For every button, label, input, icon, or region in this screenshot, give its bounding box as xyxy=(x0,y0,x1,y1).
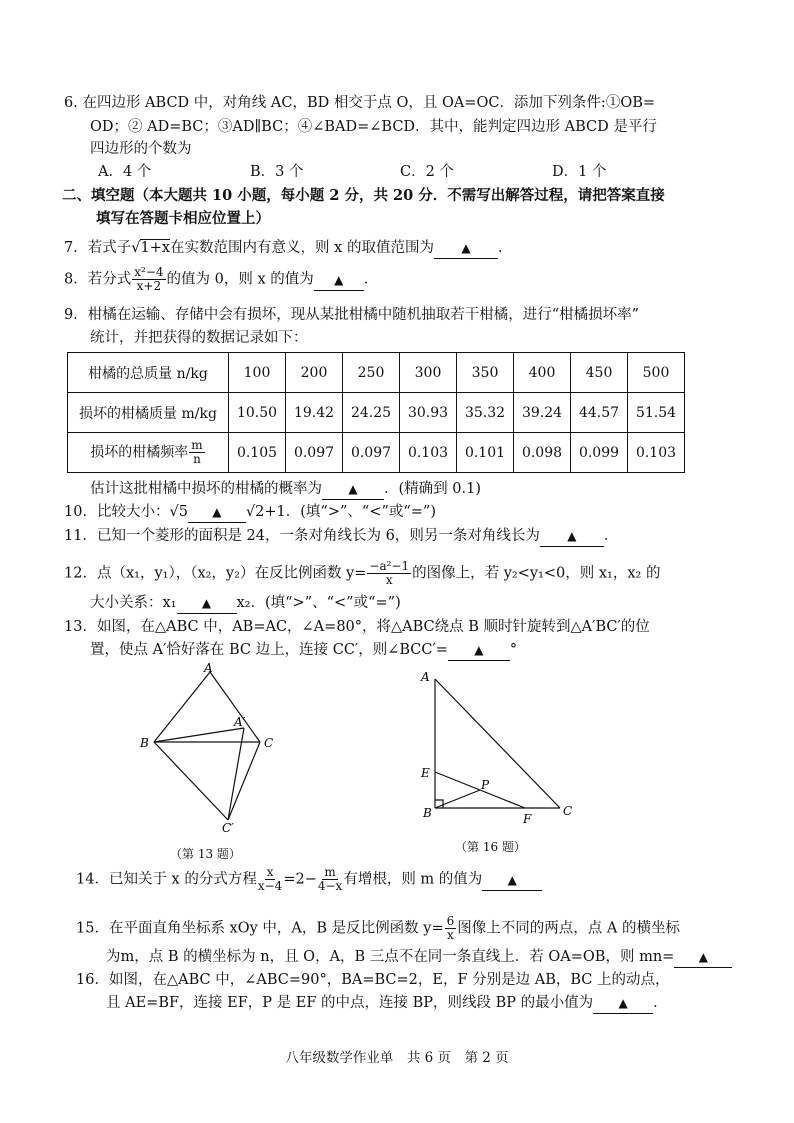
fig13-label-b: B xyxy=(140,736,149,750)
q12-line1: 12．点（x₁，y₁），（x₂，y₂）在反比例函数 y= $\frac{\text{−a²−1}}{x}$ 的图像上，若 y₂<y₁<0，则 x₁，x₂ 的 xyxy=(64,559,661,587)
fig16-label-e: E xyxy=(421,766,430,780)
q15-line2: 为m，点 B 的横坐标为 n，且 O，A，B 三点不在同一条直线上．若 OA=OB，则 mn= ▲ xyxy=(106,947,732,968)
fig16-label-p: P xyxy=(481,778,490,792)
q8: 8．若分式 $\frac{\text{x²−4}}{x+2}$ 的值为 0，则 x 的值为 ▲ ． xyxy=(64,265,379,293)
q6-option-c: C．2 个 xyxy=(400,164,454,180)
q9-line1: 9．柑橘在运输、存储中会有损坏，现从某批柑橘中随机抽取若干柑橘，进行“柑橘损坏率” xyxy=(64,307,640,323)
fig16-label-c: C xyxy=(563,804,573,818)
fig13-label-a-prime: A′ xyxy=(234,715,246,729)
q6-option-a: A．4 个 xyxy=(98,164,152,180)
table-row: 柑橘的总质量 n/kg 100 200 250 300 350 400 450 500 xyxy=(68,353,685,393)
q6-line3: 四边形的个数为 xyxy=(90,141,192,157)
q13-line1: 13．如图，在△ABC 中，AB=AC，∠A=80°，将△ABC绕点 B 顺时针旋转到△A′BC′的位 xyxy=(64,619,650,635)
row-header: 损坏的柑橘质量 m/kg xyxy=(68,393,229,433)
fig13-label-a: A xyxy=(204,661,213,675)
figure-16 xyxy=(415,665,585,830)
table-row: 损坏的柑橘质量 m/kg 10.50 19.42 24.25 30.93 35.32 39.24 44.57 51.54 xyxy=(68,393,685,433)
q9-line2: 统计，并把获得的数据记录如下： xyxy=(90,330,308,346)
q9-data-table xyxy=(67,352,685,473)
table-row: 损坏的柑橘频率 $\frac{m}{n}$ 0.105 0.097 0.097 0.103 0.101 0.098 0.099 0.103 xyxy=(68,433,685,473)
q6-line2: OD；② AD=BC；③AD∥BC；④∠BAD=∠BCD．其中，能判定四边形 ABCD 是平行 xyxy=(90,119,657,135)
q6-line1: 6. 在四边形 ABCD 中，对角线 AC，BD 相交于点 O，且 OA=OC．添加下列条件:①OB= xyxy=(64,95,656,111)
q16-line2: 且 AE=BF，连接 EF，P 是 EF 的中点，连接 BP，则线段 BP 的最小值为 ▲ ． xyxy=(106,993,668,1014)
sqrt-sign: √ xyxy=(131,240,141,256)
q9-question: 估计这批柑橘中损坏的柑橘的概率为 ▲ ．(精确到 0.1) xyxy=(90,479,481,500)
section2-heading-line2: 填写在答题卡相应位置上） xyxy=(96,210,270,227)
section2-heading-line1: 二、填空题（本大题共 10 小题，每小题 2 分，共 20 分．不需写出解答过程，请把答案直接 xyxy=(62,187,665,204)
q12-line2: 大小关系：x₁ ▲ x₂．(填“>”、“<”或“=”) xyxy=(90,593,401,614)
row-header: 损坏的柑橘频率 $\frac{m}{n}$ xyxy=(68,433,229,473)
q6-option-d: D．1 个 xyxy=(552,164,607,180)
q8-fraction: $\frac{\text{x²−4}}{x+2}$ xyxy=(134,265,164,293)
q10: 10．比较大小：√5 ▲ √2+1．(填“>”、“<”或“=”) xyxy=(64,502,436,523)
q16-line1: 16．如图，在△ABC 中，∠ABC=90°，BA=BC=2，E，F 分别是边 AB，BC 上的动点， xyxy=(76,972,670,988)
figure-16-caption: （第 16 题） xyxy=(455,840,526,854)
fig16-label-b: B xyxy=(423,806,432,820)
page-footer: 八年级数学作业单 共 6 页 第 2 页 xyxy=(285,1050,509,1066)
q15-line1: 15．在平面直角坐标系 xOy 中，A，B 是反比例函数 y= $\frac{6}{x}$ 图像上不同的两点，点 A 的横坐标 xyxy=(76,914,680,942)
q7: 7．若式子√1+x在实数范围内有意义，则 x 的取值范围为 ▲ ． xyxy=(64,238,512,259)
fig13-label-c-prime: C′ xyxy=(222,821,234,835)
row-header: 柑橘的总质量 n/kg xyxy=(68,353,229,393)
figure-13-caption: （第 13 题） xyxy=(170,847,241,861)
q14: 14．已知关于 x 的分式方程 $\frac{x}{x-4}$ =2− $\frac{m}{4-x}$ 有增根，则 m 的值为 ▲ xyxy=(76,866,542,893)
q6-option-b: B．3 个 xyxy=(250,164,304,180)
q11: 11．已知一个菱形的面积是 24，一条对角线长为 6，则另一条对角线长为 ▲ ． xyxy=(64,526,618,547)
fig16-label-f: F xyxy=(523,812,532,826)
fig16-label-a: A xyxy=(421,670,430,684)
q13-line2: 置，使点 A′恰好落在 BC 边上，连接 CC′，则∠BCC′= ▲ ° xyxy=(90,640,517,661)
fig13-label-c: C xyxy=(264,736,274,750)
figure-13 xyxy=(130,660,290,840)
